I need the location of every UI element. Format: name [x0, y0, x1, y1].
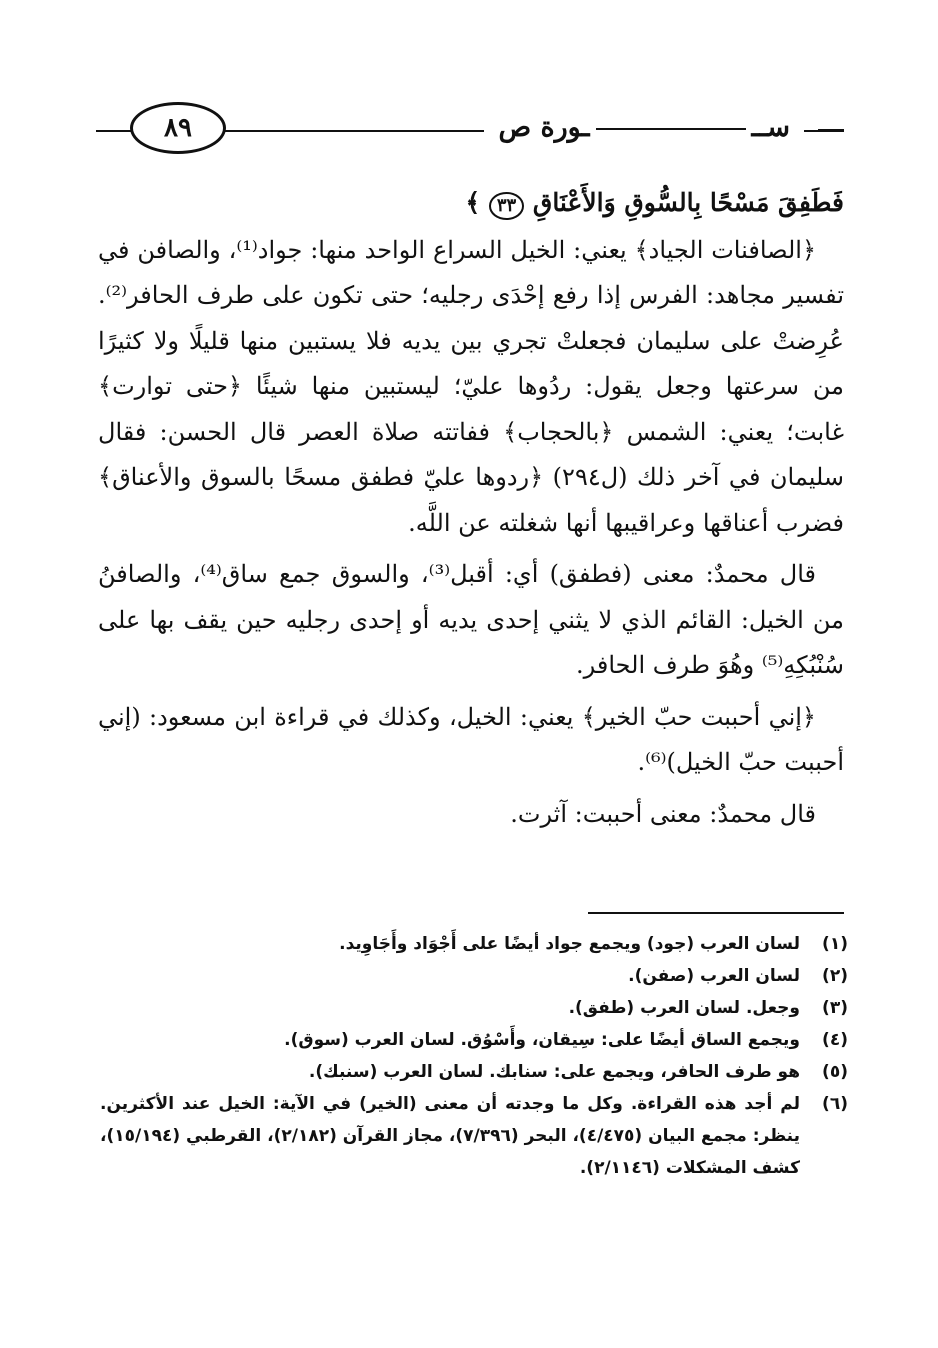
footnote-number: (٥)	[822, 1062, 848, 1082]
footnote-item	[100, 1088, 848, 1184]
verse-close-bracket: ﴾	[465, 188, 481, 217]
footnote-item	[100, 992, 848, 1024]
footnote-text: لسان العرب (صفن).	[628, 966, 800, 986]
title-kashida	[596, 128, 746, 130]
paragraph: قال محمدٌ: معنى (فطفق) أي: أقبل⁽³⁾، والسوق جمع ساق⁽⁴⁾، والصافنُ من الخيل: القائم الذي لا يثني إحدى يديه أو إحدى رجليه حين يقف بها على سُنْبُكِهِ⁽⁵⁾ وهُوَ طرف الحافر.	[98, 560, 844, 679]
paragraph: قال محمدٌ: معنى أحببت: آثرت.	[510, 799, 816, 828]
footnote-number: (٤)	[822, 1030, 848, 1050]
page-number: ٨٩	[130, 102, 226, 154]
footnote-text: هو طرف الحافر، ويجمع على: سنابك. لسان العرب (سنبك).	[308, 1062, 800, 1082]
footnote-text: لم أجد هذه القراءة. وكل ما وجدته أن معنى (الخير) في الآية: الخيل عند الأكثرين. ينظر: مجمع البيان (٤/٤٧٥)، البحر (٧/٣٩٦)، مجاز القرآن (٢/١٨٢)، القرطبي (١٥/١٩٤)، كشف المشكلات (٢/١١٤٦).	[100, 1094, 800, 1178]
footnote-item	[100, 928, 848, 960]
main-text	[98, 180, 844, 837]
footnote-item	[100, 960, 848, 992]
paragraph: ﴿الصافنات الجياد﴾ يعني: الخيل السراع الواحد منها: جواد⁽¹⁾، والصافن في تفسير مجاهد: الفرس إذا رفع إحْدَى رجليه؛ حتى تكون على طرف الحافر⁽²⁾. عُرِضتْ على سليمان فجعلتْ تجري بين يديه فلا يستبين منها قليلًا ولا كثيرًا من سرعتها وجعل يقول: ردُوها عليّ؛ ليستبين منها شيئًا ﴿حتى توارت﴾ غابت؛ يعني: الشمس ﴿بالحجاب﴾ ففاتته صلاة العصر قال الحسن: فقال سليمان في آخر ذلك (ل٢٩٤) ﴿ردوها عليّ فطفق مسحًا بالسوق والأعناق﴾ فضرب أعناقها وعراقيبها أنها شغلته عن اللَّه.	[98, 235, 844, 537]
paragraph: ﴿إني أحببت حبّ الخير﴾ يعني: الخيل، وكذلك في قراءة ابن مسعود: (إني أحببت حبّ الخيل)⁽⁶⁾.	[98, 702, 844, 776]
footnote-number: (٦)	[822, 1094, 848, 1114]
footnote-text: وجعل. لسان العرب (طفق).	[568, 998, 800, 1018]
footnotes	[100, 928, 848, 1184]
surah-title-prefix: ســ	[751, 112, 790, 143]
verse-text: فَطَفِقَ مَسْحًا بِالسُّوقِ وَالأَعْنَاقِ	[532, 188, 844, 217]
footnote-text: ويجمع الساق أيضًا على: سِيقان، وأَسْوُق. لسان العرب (سوق).	[284, 1030, 800, 1050]
quran-verse	[98, 180, 844, 226]
footnote-number: (١)	[822, 934, 848, 954]
footnote-number: (٣)	[822, 998, 848, 1018]
surah-title	[484, 108, 804, 148]
footnote-item	[100, 1024, 848, 1056]
footnote-separator	[588, 912, 844, 914]
page-header	[96, 100, 844, 156]
surah-title-suffix: ـورة ص	[498, 112, 590, 143]
footnote-number: (٢)	[822, 966, 848, 986]
header-tick	[818, 129, 844, 132]
verse-number-marker: ٣٣	[489, 192, 524, 220]
footnote-item	[100, 1056, 848, 1088]
footnote-text: لسان العرب (جود) ويجمع جواد أيضًا على أَجْوَاد وأَجَاوِيد.	[339, 934, 800, 954]
